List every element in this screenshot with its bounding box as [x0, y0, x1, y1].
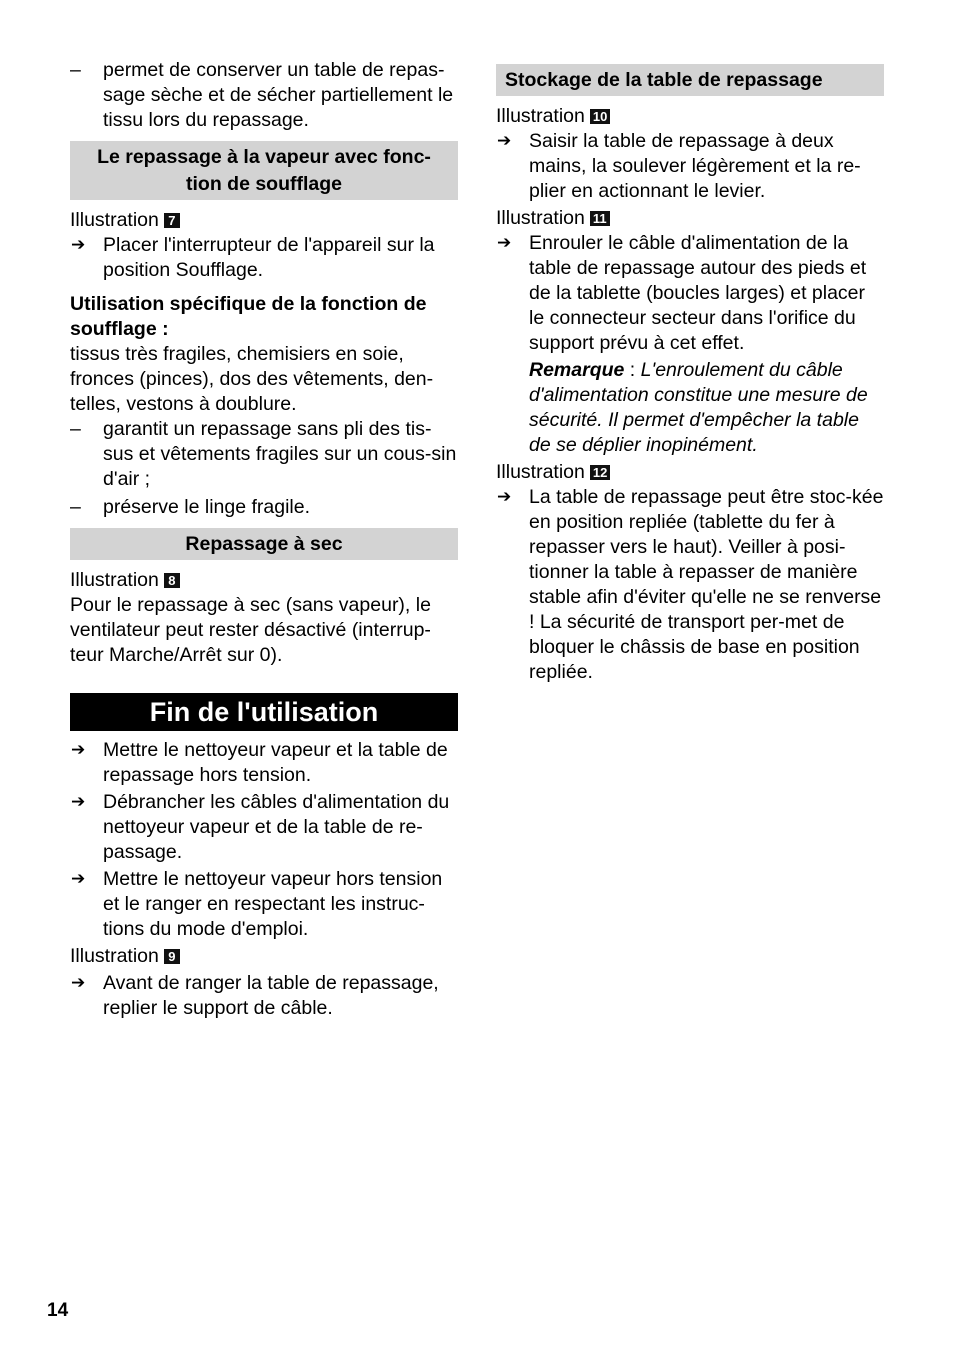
illustration-label: Illustration	[496, 207, 585, 229]
illustration-ref	[70, 208, 458, 233]
section-heading-storage: Stockage de la table de repassage	[496, 64, 884, 96]
illustration-ref	[496, 104, 884, 129]
illustration-number-badge: 7	[164, 213, 180, 228]
left-column	[70, 58, 458, 1021]
section-heading-dry-ironing: Repassage à sec	[70, 528, 458, 560]
illustration-ref	[70, 944, 458, 969]
illustration-label: Illustration	[496, 105, 585, 127]
illustration-ref	[70, 568, 458, 593]
illustration-label: Illustration	[496, 461, 585, 483]
note-text: L'enroulement du câble d'alimentation constitue une mesure de sécurité. Il permet d'empêcher la table de se déplier inopinément.	[529, 359, 868, 456]
instruction-step: ➔ Avant de ranger la table de repassage, replier le support de câble.	[70, 971, 458, 1021]
section-heading-line1: Le repassage à la vapeur avec fonc-	[97, 146, 431, 168]
instruction-step: ➔ Saisir la table de repassage à deux mains, la soulever légèrement et la re-plier en actionnant le levier.	[496, 129, 884, 204]
page-number: 14	[47, 1300, 69, 1321]
instruction-step: ➔ Débrancher les câbles d'alimentation du nettoyeur vapeur et de la table de re-passage.	[70, 790, 458, 865]
note-label: Remarque	[529, 359, 625, 381]
instruction-step: ➔ Placer l'interrupteur de l'appareil sur la position Soufflage.	[70, 233, 458, 283]
illustration-number-badge: 10	[590, 109, 610, 124]
body-text: tissus très fragiles, chemisiers en soie, fronces (pinces), dos des vêtements, den-telles, vestons à doublure.	[70, 343, 434, 415]
illustration-number-badge: 12	[590, 465, 610, 480]
note-block	[496, 358, 884, 458]
chapter-heading-end-of-use: Fin de l'utilisation	[70, 693, 458, 731]
illustration-number-badge: 9	[164, 949, 180, 964]
note-separator: :	[624, 359, 641, 381]
illustration-label: Illustration	[70, 209, 159, 231]
illustration-label: Illustration	[70, 569, 159, 591]
illustration-label: Illustration	[70, 945, 159, 967]
dash-item: – préserve le linge fragile.	[70, 495, 458, 520]
section-heading-line2: tion de soufflage	[186, 173, 342, 195]
body-text: Pour le repassage à sec (sans vapeur), le ventilateur peut rester désactivé (interrup-teur Marche/Arrêt sur 0).	[70, 594, 431, 666]
intro-dash-item: – permet de conserver un table de repas-sage sèche et de sécher partiellement le tissu lors du repassage.	[70, 58, 458, 133]
subheading-specific-use: Utilisation spécifique de la fonction de soufflage :	[70, 293, 427, 340]
instruction-step: ➔ La table de repassage peut être stoc-kée en position repliée (tablette du fer à repasser vers le haut). Veiller à posi-tionner la table à repasser de manière stable afin d'éviter qu'elle ne se renverse ! La sécurité de transport per-met de bloquer le châssis de base en position repliée.	[496, 485, 884, 685]
instruction-step: ➔ Mettre le nettoyeur vapeur hors tension et le ranger en respectant les instruc-tions du mode d'emploi.	[70, 867, 458, 942]
instruction-step: ➔ Mettre le nettoyeur vapeur et la table de repassage hors tension.	[70, 738, 458, 788]
dash-item: – garantit un repassage sans pli des tis-sus et vêtements fragiles sur un cous-sin d'air ;	[70, 417, 458, 492]
section-heading-steam-blow	[70, 141, 458, 200]
illustration-number-badge: 11	[590, 211, 610, 226]
illustration-ref	[496, 206, 884, 231]
instruction-step: ➔ Enrouler le câble d'alimentation de la table de repassage autour des pieds et de la tablette (boucles larges) et placer le connecteur secteur dans l'orifice du support prévu à cet effet.	[496, 231, 884, 356]
right-column	[496, 64, 884, 685]
illustration-ref	[496, 460, 884, 485]
illustration-number-badge: 8	[164, 573, 180, 588]
